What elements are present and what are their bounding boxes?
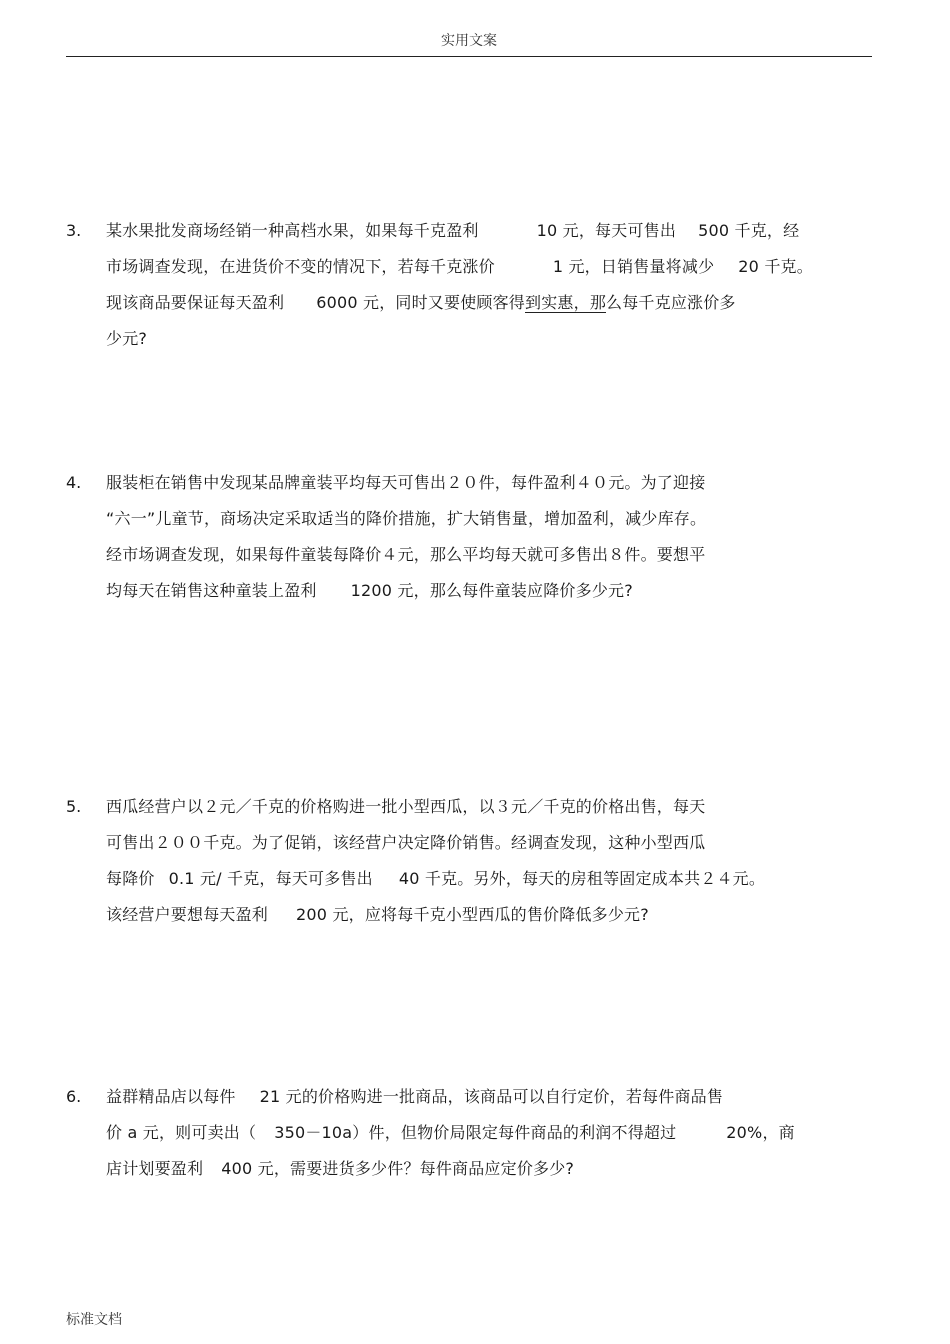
- text-segment: 200 元，应将每千克小型西瓜的售价降低多少元?: [296, 905, 649, 924]
- text-segment: 21 元的价格购进一批商品，该商品可以自行定价，若每件商品售: [259, 1087, 724, 1106]
- text-segment: 店计划要盈利: [106, 1159, 204, 1178]
- text-segment: 10 元，每天可售出: [536, 221, 677, 240]
- problem-line: [106, 1157, 574, 1181]
- text-segment: 0.1 元/ 千克，每天可多售出: [168, 869, 373, 888]
- text-segment: 20%，商: [726, 1123, 795, 1142]
- text-segment: 市场调查发现，在进货价不变的情况下，若每千克涨价: [106, 257, 495, 276]
- problem-line: [106, 291, 736, 315]
- text-segment: 均每天在销售这种童装上盈利: [106, 581, 317, 600]
- page-footer-text: 标准文档: [66, 1312, 122, 1328]
- text-segment: 6000 元，同时又要使顾客得: [316, 293, 526, 312]
- text-segment: 价 a 元，则可卖出（: [106, 1123, 257, 1142]
- problem-line: [106, 1085, 723, 1109]
- problem-line: [106, 1121, 795, 1145]
- problem-line: [106, 219, 799, 243]
- text-segment: 1 元，日销售量将减少: [552, 257, 715, 276]
- problem-line: “六一”儿童节，商场决定采取适当的降价措施，扩大销售量，增加盈利，减少库存。: [106, 509, 707, 528]
- problem-number: 5.: [66, 797, 82, 816]
- page-header-title: 实用文案: [441, 33, 497, 49]
- text-segment: 350－10a）件，但物价局限定每件商品的利润不得超过: [274, 1123, 677, 1142]
- underlined-text: 到实惠，那: [525, 293, 607, 312]
- problem-line: [106, 255, 813, 279]
- problem-number: 3.: [66, 221, 82, 240]
- text-segment: 该经营户要想每天盈利: [106, 905, 269, 924]
- text-segment: 500 千克，经: [698, 221, 800, 240]
- problem-line: 经市场调查发现，如果每件童装每降价４元，那么平均每天就可多售出８件。要想平: [106, 545, 706, 564]
- text-segment: 么每千克应涨价多: [606, 293, 736, 312]
- problem-line: [106, 867, 765, 891]
- text-segment: 益群精品店以每件: [106, 1087, 236, 1106]
- header-divider: [66, 56, 872, 57]
- problem-line: 西瓜经营户以２元／千克的价格购进一批小型西瓜，以３元／千克的价格出售，每天: [106, 797, 706, 816]
- problem-number: 6.: [66, 1087, 82, 1106]
- problem-line: 少元?: [106, 329, 148, 348]
- problem-line: 可售出２００千克。为了促销，该经营户决定降价销售。经调查发现，这种小型西瓜: [106, 833, 706, 852]
- text-segment: 现该商品要保证每天盈利: [106, 293, 285, 312]
- text-segment: 400 元，需要进货多少件？每件商品应定价多少?: [221, 1159, 575, 1178]
- text-segment: 每降价: [106, 869, 155, 888]
- text-segment: 40 千克。另外，每天的房租等固定成本共２４元。: [398, 869, 766, 888]
- problem-line: [106, 579, 633, 603]
- text-segment: 1200 元，那么每件童装应降价多少元?: [350, 581, 633, 600]
- text-segment: 某水果批发商场经销一种高档水果，如果每千克盈利: [106, 221, 479, 240]
- problem-number: 4.: [66, 473, 82, 492]
- text-segment: 20 千克。: [738, 257, 813, 276]
- problem-line: [106, 903, 649, 927]
- problem-line: 服装柜在销售中发现某品牌童装平均每天可售出２０件，每件盈利４０元。为了迎接: [106, 473, 706, 492]
